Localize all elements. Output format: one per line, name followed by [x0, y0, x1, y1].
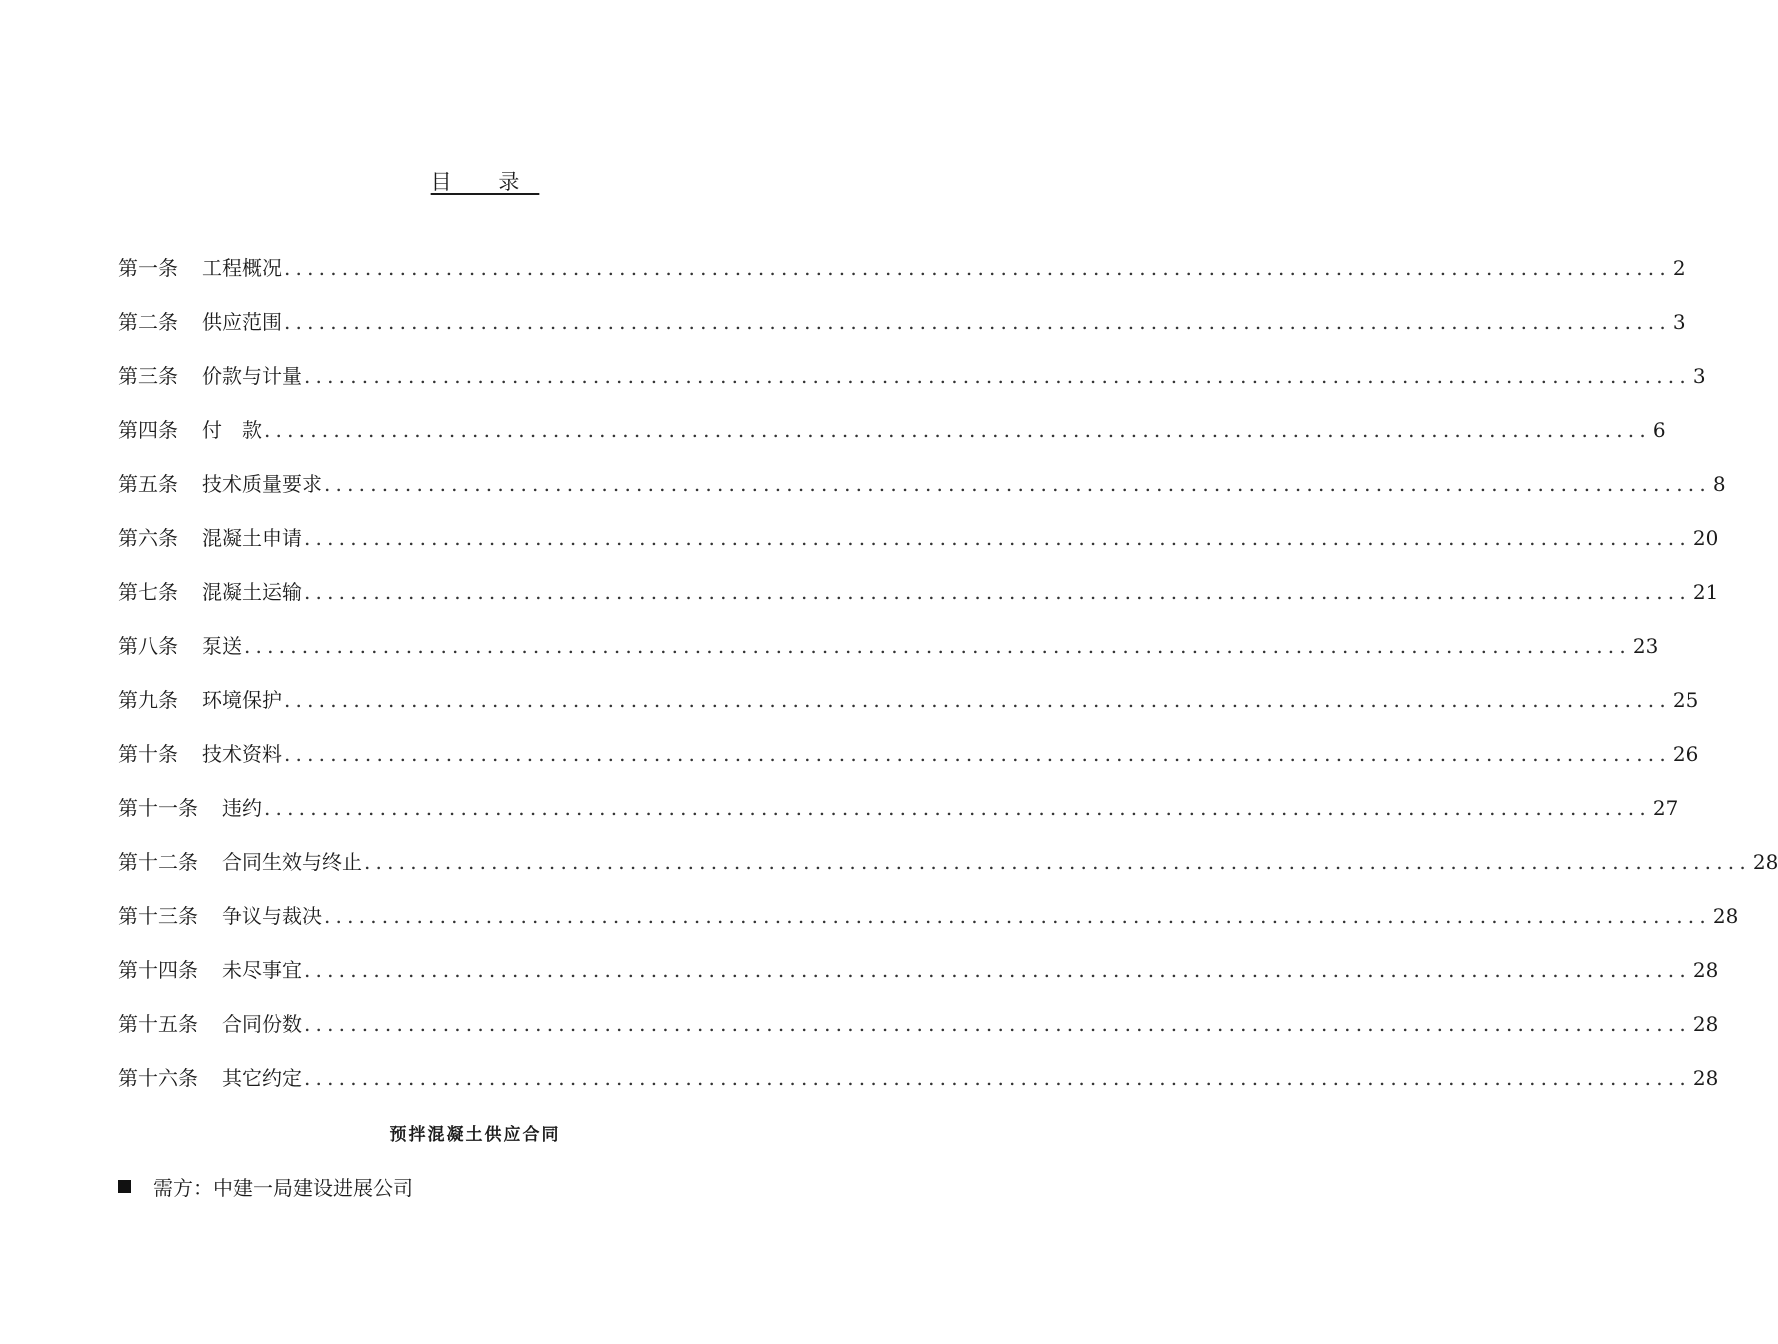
toc-entry[interactable] — [118, 1062, 1719, 1116]
toc-entry[interactable] — [118, 684, 1699, 738]
toc-entry-number: 第十条 — [118, 742, 178, 766]
toc-entry-title: 合同生效与终止 — [222, 850, 362, 874]
toc-entry-page-number: 3 — [1672, 310, 1686, 334]
toc-entry-page-number: 28 — [1692, 1012, 1719, 1036]
toc-entry[interactable] — [118, 576, 1719, 630]
toc-entry-page-number: 28 — [1692, 958, 1719, 982]
toc-entry-page-number: 25 — [1672, 688, 1699, 712]
toc-entry[interactable] — [118, 468, 1726, 522]
toc-entry-number: 第十六条 — [118, 1066, 198, 1090]
toc-entry-title: 付 款 — [202, 418, 262, 442]
toc-entry-page-number: 20 — [1692, 526, 1719, 550]
toc-leader-dots: ........................................................................................................................ — [304, 1012, 1691, 1036]
toc-entry[interactable] — [118, 630, 1659, 684]
table-of-contents — [118, 252, 1778, 1116]
toc-leader-dots: ........................................................................................................................ — [304, 526, 1691, 550]
toc-leader-dots: ........................................................................................................................ — [284, 310, 1671, 334]
toc-entry-page-number: 28 — [1752, 850, 1778, 874]
toc-entry-number: 第十二条 — [118, 850, 198, 874]
toc-entry-number: 第十一条 — [118, 796, 198, 820]
toc-entry-title: 违约 — [222, 796, 262, 820]
toc-entry-number: 第三条 — [118, 364, 178, 388]
toc-entry-title: 技术质量要求 — [202, 472, 322, 496]
toc-leader-dots: ........................................................................................................................ — [304, 580, 1691, 604]
toc-entry-title: 争议与裁决 — [222, 904, 322, 928]
toc-entry-title: 其它约定 — [222, 1066, 302, 1090]
toc-entry-title: 泵送 — [202, 634, 242, 658]
toc-entry-title: 工程概况 — [202, 256, 282, 280]
toc-entry-number: 第九条 — [118, 688, 178, 712]
toc-entry-page-number: 27 — [1652, 796, 1679, 820]
toc-entry-title: 混凝土申请 — [202, 526, 302, 550]
toc-leader-dots: ........................................................................................................................ — [364, 850, 1751, 874]
toc-entry-page-number: 26 — [1672, 742, 1699, 766]
toc-entry-number: 第二条 — [118, 310, 178, 334]
toc-leader-dots: ........................................................................................................................ — [324, 904, 1711, 928]
toc-leader-dots: ........................................................................................................................ — [244, 634, 1631, 658]
toc-entry-number: 第一条 — [118, 256, 178, 280]
toc-entry-page-number: 3 — [1692, 364, 1706, 388]
toc-entry-title: 价款与计量 — [202, 364, 302, 388]
buyer-party-line — [118, 1172, 413, 1201]
toc-entry-number: 第七条 — [118, 580, 178, 604]
contract-title: 预拌混凝土供应合同 — [389, 1125, 561, 1145]
toc-entry[interactable] — [118, 738, 1699, 792]
toc-entry-title: 合同份数 — [222, 1012, 302, 1036]
toc-entry-number: 第五条 — [118, 472, 178, 496]
toc-entry[interactable] — [118, 1008, 1719, 1062]
toc-entry[interactable] — [118, 954, 1719, 1008]
toc-leader-dots: ........................................................................................................................ — [284, 688, 1671, 712]
toc-entry[interactable] — [118, 846, 1778, 900]
toc-entry-title: 未尽事宜 — [222, 958, 302, 982]
toc-entry-page-number: 6 — [1652, 418, 1666, 442]
toc-entry[interactable] — [118, 252, 1686, 306]
toc-leader-dots: ........................................................................................................................ — [304, 1066, 1691, 1090]
toc-entry-page-number: 21 — [1692, 580, 1719, 604]
toc-entry-number: 第四条 — [118, 418, 178, 442]
toc-leader-dots: ........................................................................................................................ — [324, 472, 1711, 496]
toc-leader-dots: ........................................................................................................................ — [284, 256, 1671, 280]
toc-entry-title: 技术资料 — [202, 742, 282, 766]
toc-entry-number: 第六条 — [118, 526, 178, 550]
toc-entry-number: 第十三条 — [118, 904, 198, 928]
toc-entry-title: 混凝土运输 — [202, 580, 302, 604]
square-bullet-icon — [118, 1180, 131, 1193]
toc-entry-page-number: 23 — [1632, 634, 1659, 658]
toc-entry-page-number: 8 — [1712, 472, 1726, 496]
toc-entry-number: 第十四条 — [118, 958, 198, 982]
toc-entry[interactable] — [118, 900, 1739, 954]
toc-leader-dots: ........................................................................................................................ — [264, 418, 1651, 442]
toc-entry-number: 第八条 — [118, 634, 178, 658]
toc-leader-dots: ........................................................................................................................ — [304, 364, 1691, 388]
toc-entry-page-number: 28 — [1692, 1066, 1719, 1090]
toc-entry-title: 供应范围 — [202, 310, 282, 334]
toc-entry[interactable] — [118, 792, 1679, 846]
toc-leader-dots: ........................................................................................................................ — [304, 958, 1691, 982]
toc-entry[interactable] — [118, 306, 1686, 360]
toc-entry[interactable] — [118, 414, 1666, 468]
toc-entry-title: 环境保护 — [202, 688, 282, 712]
toc-heading — [0, 166, 950, 196]
toc-leader-dots: ........................................................................................................................ — [264, 796, 1651, 820]
toc-entry-page-number: 2 — [1672, 256, 1686, 280]
toc-heading-text: 目 录 — [430, 170, 540, 194]
buyer-party-text: 需方：中建一局建设进展公司 — [153, 1176, 413, 1200]
toc-entry[interactable] — [118, 522, 1719, 576]
toc-entry[interactable] — [118, 360, 1706, 414]
toc-leader-dots: ........................................................................................................................ — [284, 742, 1671, 766]
toc-entry-page-number: 28 — [1712, 904, 1739, 928]
toc-entry-number: 第十五条 — [118, 1012, 198, 1036]
